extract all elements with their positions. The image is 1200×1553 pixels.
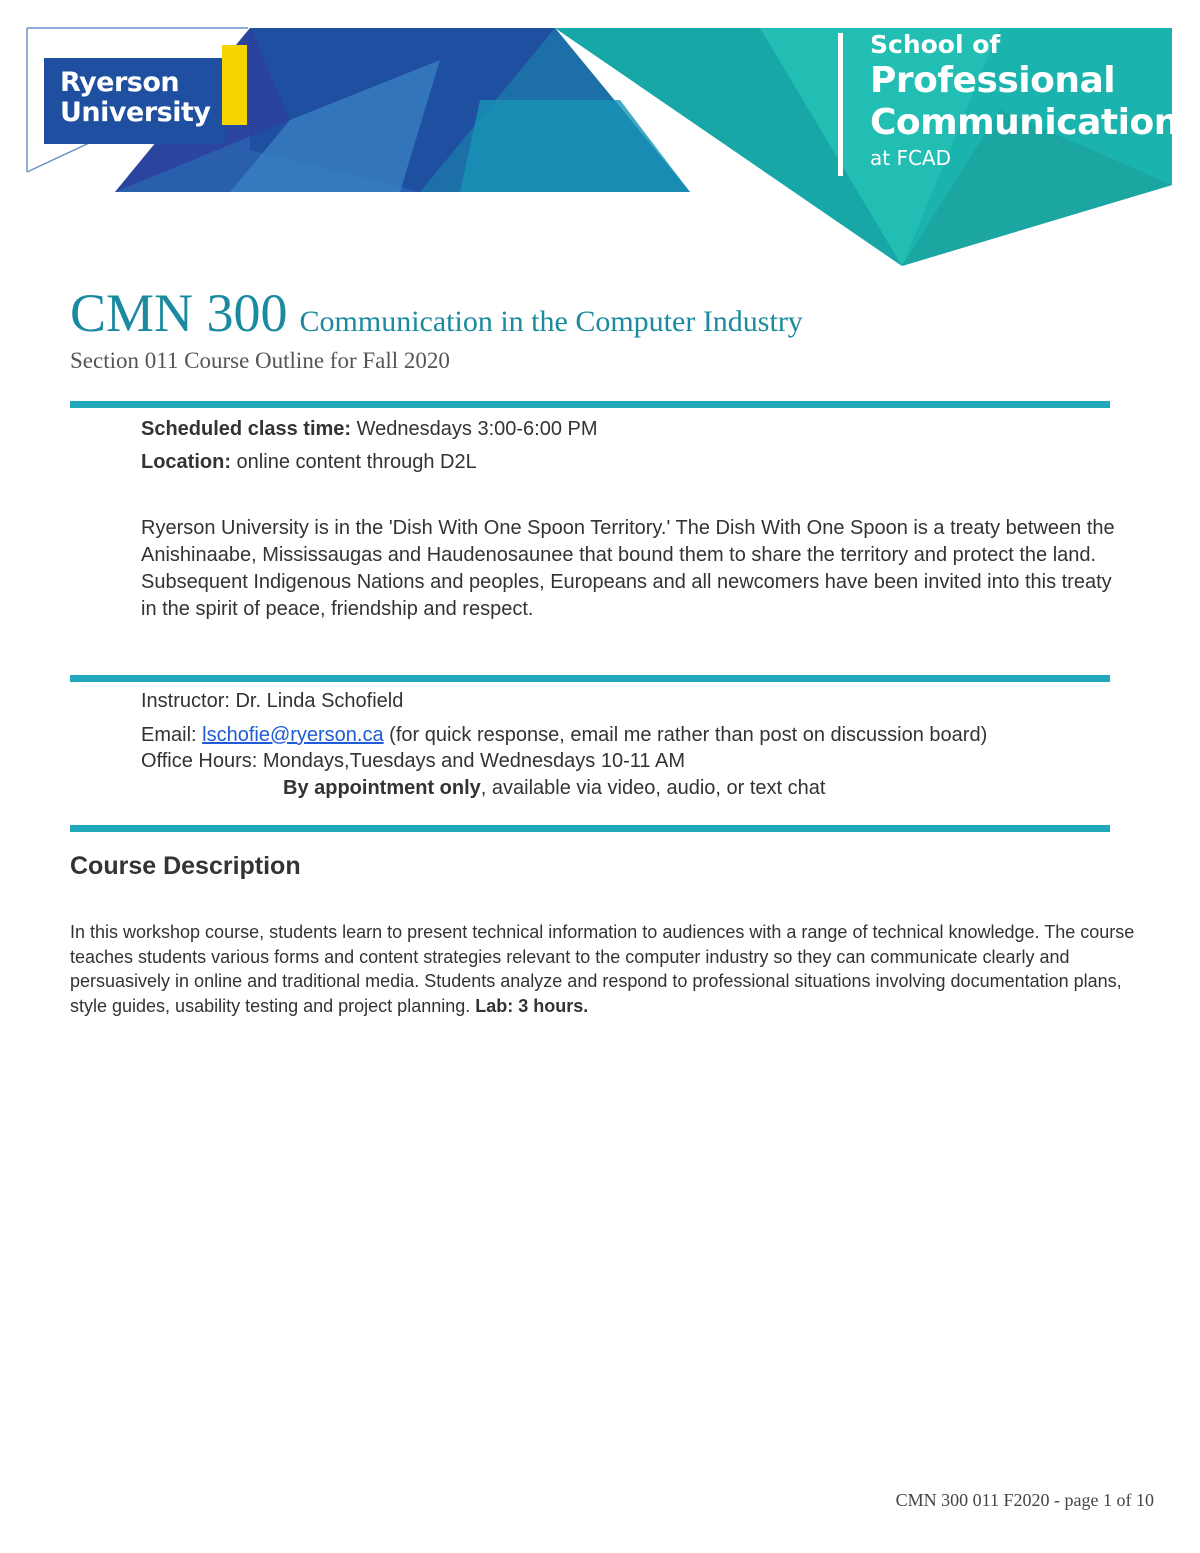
instructor-line: Instructor: Dr. Linda Schofield <box>141 690 404 712</box>
scheduled-time-label: Scheduled class time: <box>141 418 352 440</box>
appointment-line <box>283 777 825 800</box>
school-line2: Professional <box>870 60 1116 101</box>
course-name: Communication in the Computer Industry <box>299 305 803 338</box>
appointment-rest: , available via video, audio, or text chat <box>480 777 826 799</box>
location-value: online content through D2L <box>231 451 477 473</box>
email-label: Email: <box>141 724 203 746</box>
email-line <box>141 724 987 747</box>
ryerson-logo-line2: University <box>60 97 211 128</box>
lab-hours: Lab: 3 hours. <box>475 995 589 1016</box>
scheduled-time <box>141 418 598 441</box>
page-footer: CMN 300 011 F2020 - page 1 of 10 <box>895 1490 1154 1510</box>
school-line4: at FCAD <box>870 146 952 170</box>
course-code: CMN 300 <box>70 283 288 343</box>
school-logo-text <box>870 30 1179 172</box>
email-link[interactable]: lschofie@ryerson.ca <box>202 724 384 746</box>
office-hours: Office Hours: Mondays,Tuesdays and Wednesdays 10-11 AM <box>141 750 685 772</box>
course-description-body: In this workshop course, students learn to present technical information to audiences with a range of technical knowledge. The course teaches students various forms and content strategies relevant to the computer industry so they can communicate clearly and persuasively in online and traditional media. Students analyze and respond to professional situations involving documentation plans, style guides, usability testing and project planning. <box>70 922 1135 1016</box>
course-description-text <box>70 920 1150 1018</box>
divider-3 <box>70 825 1110 832</box>
email-note: (for quick response, email me rather than post on discussion board) <box>383 724 988 746</box>
appointment-bold: By appointment only <box>283 777 481 799</box>
ryerson-logo-line1: Ryerson <box>60 67 180 98</box>
ryerson-logo-text <box>60 68 210 128</box>
school-line3: Communication <box>870 102 1179 143</box>
scheduled-time-value: Wednesdays 3:00-6:00 PM <box>351 418 598 440</box>
divider-2 <box>70 675 1110 682</box>
course-subtitle: Section 011 Course Outline for Fall 2020 <box>70 348 450 373</box>
location-label: Location: <box>141 451 231 473</box>
divider-1 <box>70 401 1110 408</box>
school-line1: School of <box>870 30 1001 59</box>
header-banner <box>0 0 1200 270</box>
land-acknowledgement: Ryerson University is in the 'Dish With One Spoon Territory.' The Dish With One Spoon is a treaty between the Anishinaabe, Mississaugas and Haudenosaunee that bound them to share the territory and protect the land. Subsequent Indigenous Nations and peoples, Europeans and all newcomers have been invited into this treaty in the spirit of peace, friendship and respect. <box>141 517 1115 620</box>
page-title <box>70 282 803 344</box>
course-description-heading: Course Description <box>70 852 301 880</box>
location <box>141 451 477 474</box>
